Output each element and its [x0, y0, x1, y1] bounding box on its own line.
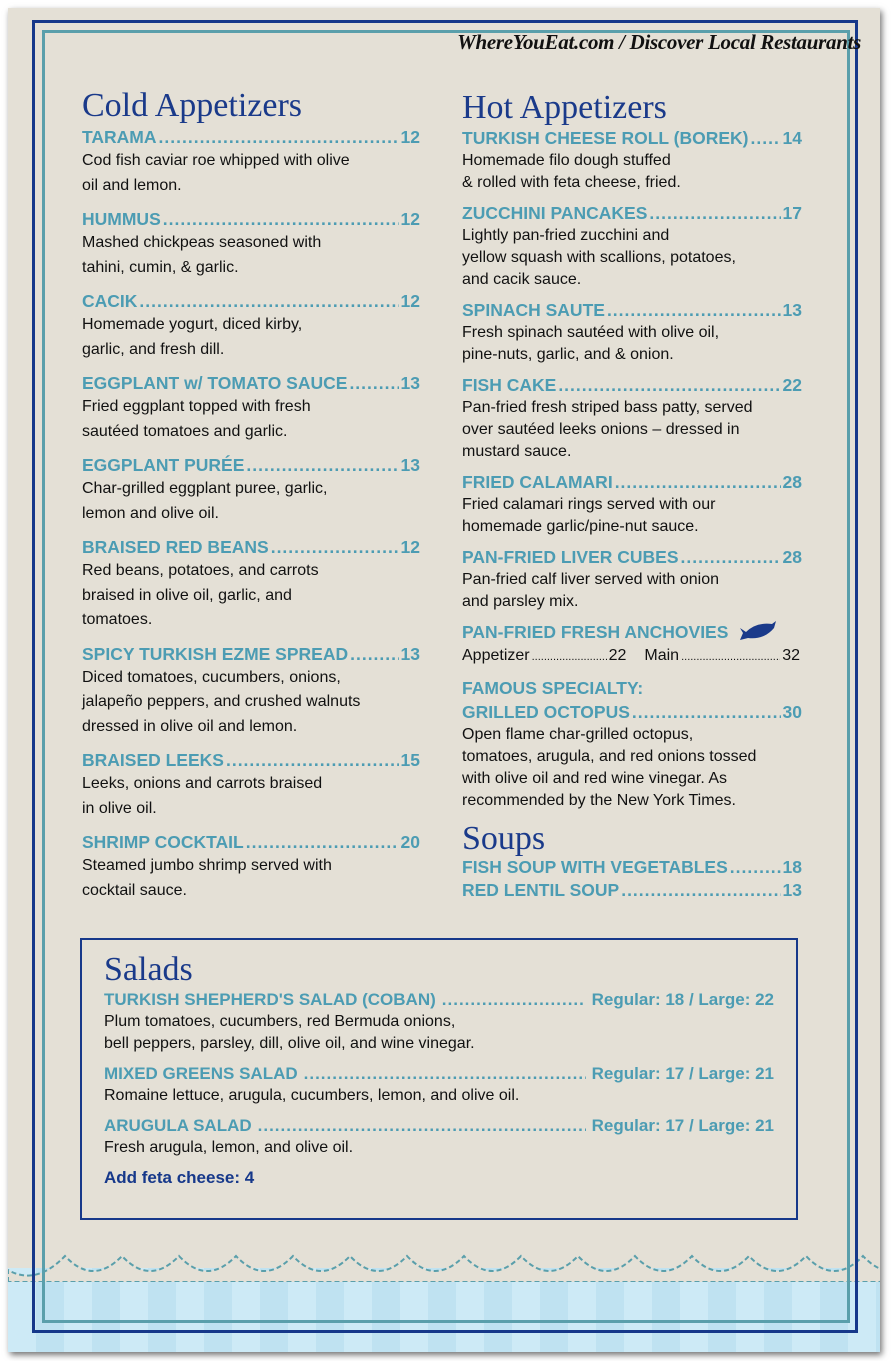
item-description: tahini, cumin, & garlic. — [82, 258, 239, 276]
item-description: Plum tomatoes, cucumbers, red Bermuda onions, — [104, 1013, 456, 1030]
item-name: BRAISED LEEKS — [82, 750, 224, 770]
item-description: & rolled with feta cheese, fried. — [462, 174, 681, 191]
menu-item — [462, 298, 802, 366]
item-price: 20 — [400, 832, 420, 852]
item-price: 13 — [400, 643, 420, 664]
item-description: Open flame char-grilled octopus, — [462, 726, 694, 743]
hot-appetizers-section — [462, 88, 802, 902]
item-description: Fresh spinach sautéed with olive oil, — [462, 324, 720, 341]
item-price: Regular: 17 / Large: 21 — [591, 1064, 774, 1083]
item-description: Pan-fried fresh striped bass patty, served — [462, 399, 753, 416]
item-description: recommended by the New York Times. — [462, 792, 736, 809]
item-price: 12 — [400, 127, 420, 147]
item-description: Char-grilled eggplant puree, garlic, — [82, 480, 328, 497]
item-price: 15 — [400, 750, 420, 770]
item-description: Leeks, onions and carrots braised — [82, 775, 323, 792]
item-description: Fresh arugula, lemon, and olive oil. — [104, 1139, 354, 1156]
salads-section — [80, 938, 798, 1220]
menu-item — [82, 642, 420, 740]
item-price: 12 — [400, 209, 420, 229]
item-description: Steamed jumbo shrimp served with — [82, 857, 332, 874]
menu-item — [82, 125, 420, 198]
menu-item — [462, 856, 802, 879]
item-price: 28 — [782, 472, 802, 492]
item-description: oil and lemon. — [82, 176, 182, 194]
item-name: FISH SOUP WITH VEGETABLES — [462, 857, 728, 877]
item-price: 13 — [782, 300, 802, 320]
item-description: Fried calamari rings served with our — [462, 496, 716, 513]
item-price: 13 — [782, 880, 802, 900]
watermark: WhereYouEat.com / Discover Local Restaurants — [457, 30, 861, 54]
item-name: ARUGULA SALAD — [104, 1116, 252, 1135]
item-description: and parsley mix. — [462, 593, 579, 610]
item-name: EGGPLANT w/ TOMATO SAUCE — [82, 373, 348, 393]
item-name: BRAISED RED BEANS — [82, 537, 269, 557]
item-description: and cacik sauce. — [462, 271, 582, 288]
item-price: 12 — [400, 291, 420, 311]
item-description: Mashed chickpeas seasoned with — [82, 234, 322, 251]
menu-item — [462, 470, 802, 538]
item-price: Regular: 17 / Large: 21 — [591, 1116, 774, 1135]
menu-item — [462, 879, 802, 902]
soups-title: Soups — [462, 820, 546, 857]
item-description: over sautéed leeks onions – dressed in — [462, 421, 740, 438]
menu-item — [82, 535, 420, 633]
item-price: 12 — [400, 537, 420, 557]
appetizer-price: 22 — [608, 647, 627, 664]
item-description: bell peppers, parsley, dill, olive oil, and wine vinegar. — [104, 1035, 475, 1052]
item-name: HUMMUS — [82, 209, 161, 229]
menu-item — [82, 371, 420, 444]
item-price: 28 — [782, 547, 802, 567]
item-name: PAN-FRIED LIVER CUBES — [462, 547, 679, 567]
section-title: Salads — [104, 951, 193, 988]
item-description: dressed in olive oil and lemon. — [82, 717, 298, 735]
item-description: homemade garlic/pine-nut sauce. — [462, 518, 699, 535]
item-name: FRIED CALAMARI — [462, 472, 613, 492]
item-name: SHRIMP COCKTAIL — [82, 832, 244, 852]
item-name: SPICY TURKISH EZME SPREAD — [82, 643, 349, 664]
item-description: sautéed tomatoes and garlic. — [82, 422, 288, 440]
main-price: 32 — [782, 647, 800, 664]
item-description: pine-nuts, garlic, and & onion. — [462, 346, 674, 363]
item-description: lemon and olive oil. — [82, 504, 219, 522]
item-name: RED LENTIL SOUP — [462, 880, 620, 900]
menu-item-octopus — [462, 676, 802, 812]
item-name: TURKISH CHEESE ROLL (BOREK) — [462, 128, 749, 148]
item-description: jalapeño peppers, and crushed walnuts — [82, 693, 361, 710]
item-description: Lightly pan-fried zucchini and — [462, 227, 670, 244]
item-name: ZUCCHINI PANCAKES — [462, 203, 648, 223]
item-description: Diced tomatoes, cucumbers, onions, — [82, 668, 341, 686]
main-label: Main — [644, 647, 680, 664]
item-price: 22 — [782, 375, 802, 395]
specialty-label: FAMOUS SPECIALTY: — [462, 678, 644, 698]
item-description: Cod fish caviar roe whipped with olive — [82, 152, 350, 169]
menu-item — [462, 545, 802, 613]
item-name: CACIK — [82, 291, 138, 311]
menu-item — [82, 830, 420, 903]
section-title: Cold Appetizers — [82, 87, 303, 124]
item-description: Red beans, potatoes, and carrots — [82, 562, 319, 579]
item-description: garlic, and fresh dill. — [82, 340, 225, 358]
item-description: Fried eggplant topped with fresh — [82, 398, 311, 415]
item-description: braised in olive oil, garlic, and — [82, 586, 292, 604]
item-description: Homemade filo dough stuffed — [462, 152, 671, 169]
menu-item — [462, 126, 802, 194]
item-price: 13 — [400, 455, 420, 475]
item-price: 17 — [782, 203, 802, 223]
item-description: cocktail sauce. — [82, 881, 187, 899]
item-price: 14 — [782, 128, 802, 148]
item-description: with olive oil and red wine vinegar. As — [462, 770, 728, 787]
menu-item — [82, 207, 420, 280]
menu-item — [82, 289, 420, 362]
cold-appetizers-section — [82, 86, 420, 912]
item-name: PAN-FRIED FRESH ANCHOVIES — [462, 622, 729, 642]
item-name: MIXED GREENS SALAD — [104, 1064, 298, 1083]
menu-item — [462, 201, 802, 291]
item-name: SPINACH SAUTE — [462, 300, 605, 320]
item-description: Romaine lettuce, arugula, cucumbers, lemon, and olive oil. — [104, 1087, 520, 1104]
item-name: TARAMA — [82, 127, 157, 147]
item-name: EGGPLANT PURÉE — [82, 455, 245, 475]
menu-item — [104, 1062, 774, 1107]
item-description: tomatoes. — [82, 611, 153, 628]
menu-item — [104, 1114, 774, 1159]
menu-item — [462, 373, 802, 463]
item-description: Pan-fried calf liver served with onion — [462, 571, 720, 588]
item-name: FISH CAKE — [462, 375, 557, 395]
item-description: tomatoes, arugula, and red onions tossed — [462, 748, 757, 765]
item-price: Regular: 18 / Large: 22 — [591, 990, 774, 1009]
item-price: 13 — [400, 373, 420, 393]
add-feta-note: Add feta cheese: 4 — [104, 1168, 255, 1187]
menu-item — [82, 453, 420, 526]
item-description: mustard sauce. — [462, 443, 572, 460]
item-description: in olive oil. — [82, 799, 157, 817]
appetizer-label: Appetizer — [462, 647, 530, 664]
menu-item-anchovies — [462, 620, 802, 669]
item-name: TURKISH SHEPHERD'S SALAD (COBAN) — [104, 990, 436, 1009]
item-description: yellow squash with scallions, potatoes, — [462, 249, 736, 266]
menu-item — [82, 748, 420, 821]
fish-icon — [738, 620, 778, 642]
item-description: Homemade yogurt, diced kirby, — [82, 316, 303, 333]
item-price: 18 — [782, 857, 802, 877]
menu-item — [104, 988, 774, 1055]
item-name: GRILLED OCTOPUS — [462, 702, 630, 722]
section-title: Hot Appetizers — [462, 89, 667, 126]
item-price: 30 — [782, 702, 802, 722]
